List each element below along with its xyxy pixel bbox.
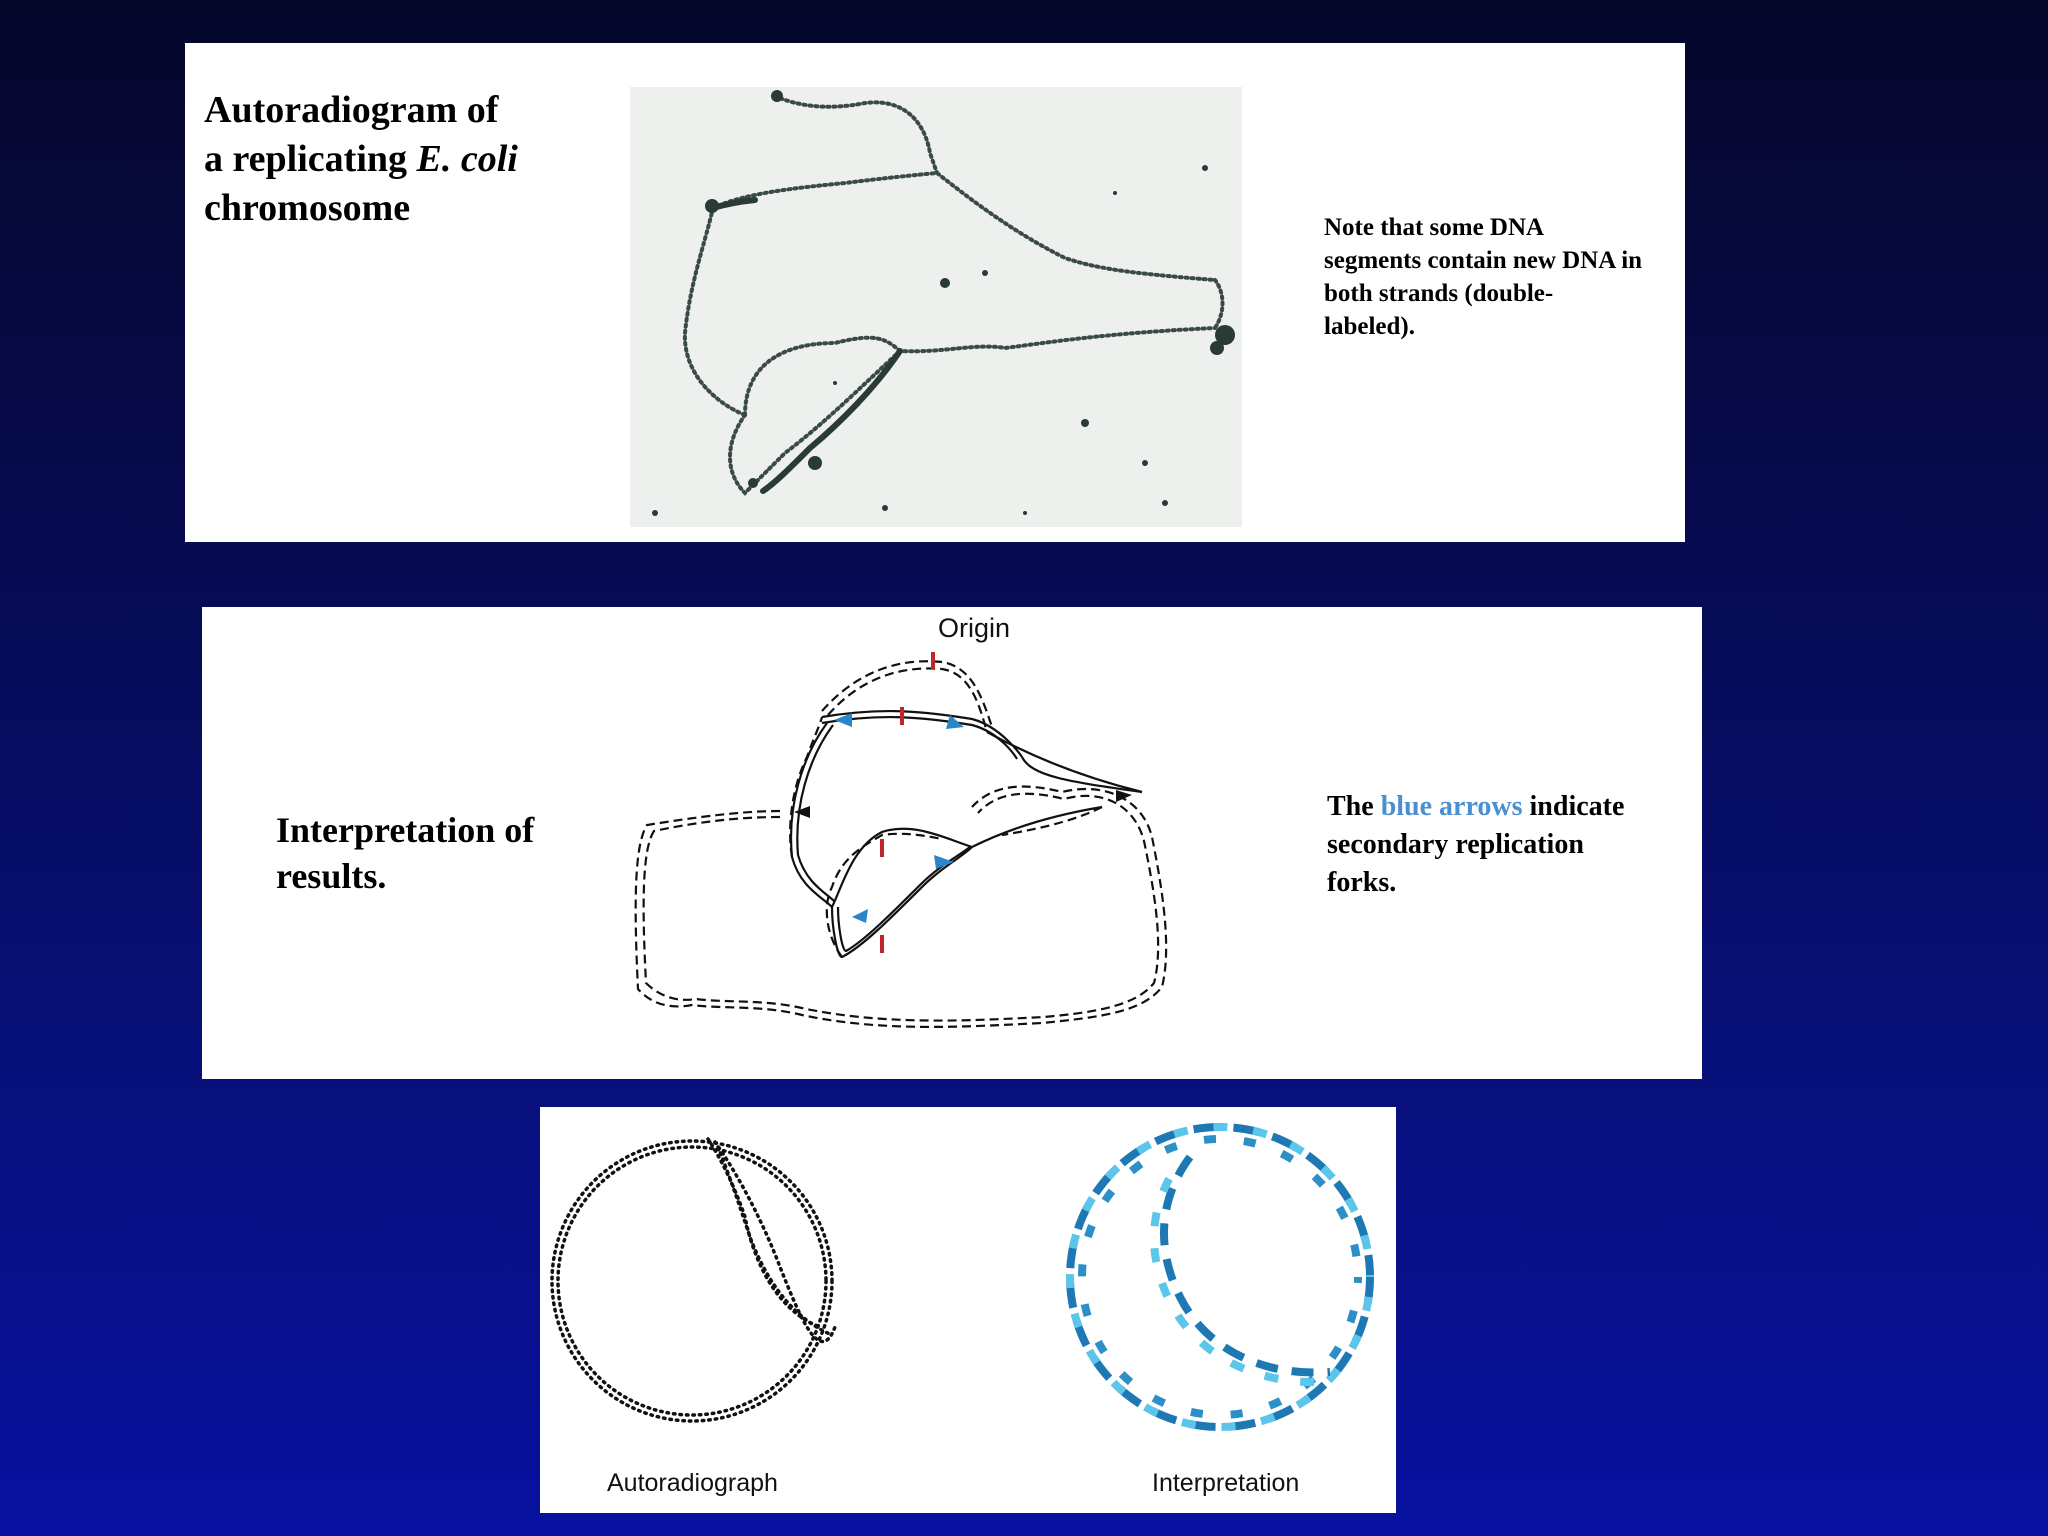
species-name: E. coli: [416, 138, 518, 180]
interpretation-panel: [202, 607, 1702, 1079]
blue-fork-arrows: [834, 713, 964, 923]
interpretation-title: Interpretation of results.: [276, 810, 535, 896]
autoradiogram-title: [204, 86, 518, 233]
autoradiogram-panel: [185, 43, 1685, 542]
origin-ticks: [882, 652, 933, 953]
blue-arrows-note: [1327, 788, 1627, 902]
origin-label: Origin: [938, 613, 1011, 643]
note-prefix: The: [1327, 791, 1381, 822]
title-line-2: a replicating: [204, 138, 417, 180]
autoradiograph-caption: Autoradiograph: [607, 1469, 778, 1497]
note-suffix: indicate secondary replication forks.: [1327, 791, 1625, 898]
autoradiograph-comparison-panel: [540, 1107, 1396, 1513]
interpretation-helix: [1070, 1127, 1370, 1427]
black-fork-arrows: [794, 790, 1132, 818]
interpretation-caption: Interpretation: [1152, 1469, 1300, 1497]
title-line-3: chromosome: [204, 187, 411, 229]
double-label-note: Note that some DNA segments contain new DNA in both strands (double-labeled).: [1324, 214, 1643, 340]
note-highlight: blue arrows: [1380, 791, 1523, 822]
autoradiograph-dots: [552, 1139, 835, 1421]
title-line-1: Autoradiogram of: [204, 89, 499, 131]
